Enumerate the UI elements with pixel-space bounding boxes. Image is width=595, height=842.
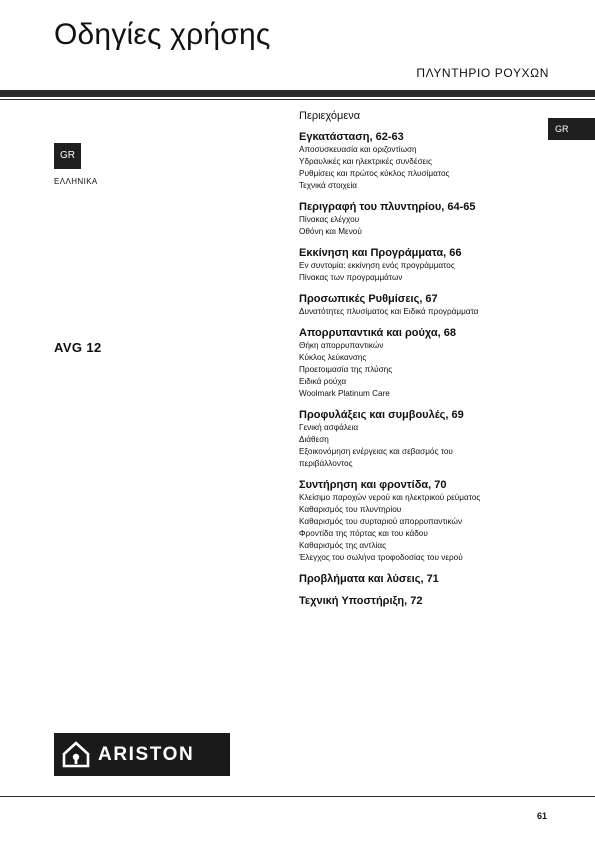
toc-item: Αποσυσκευασία και οριζοντίωση — [299, 145, 417, 154]
toc-item: Εν συντομία: εκκίνηση ενός προγράμματος — [299, 261, 455, 270]
side-language-tab: GR — [548, 118, 595, 140]
toc-section-title: Συντήρηση και φροντίδα, 70 — [299, 479, 447, 491]
toc-section-title: Προφυλάξεις και συμβουλές, 69 — [299, 409, 464, 421]
brand-logo — [54, 733, 230, 776]
toc-item: Κύκλος λεύκανσης — [299, 353, 367, 362]
toc-item: Ρυθμίσεις και πρώτος κύκλος πλυσίματος — [299, 169, 450, 178]
brand-name: ARISTON — [98, 744, 195, 765]
toc-section — [299, 594, 549, 608]
toc-item: Εξοικονόμηση ενέργειας και σεβασμός του — [299, 447, 453, 456]
toc-item: Δυνατότητες πλυσίματος και Ειδικά προγράμματα — [299, 307, 479, 316]
language-code-badge: GR — [54, 143, 81, 169]
toc-section-title: Προβλήματα και λύσεις, 71 — [299, 573, 439, 585]
toc-item: Φροντίδα της πόρτας και του κάδου — [299, 529, 428, 538]
toc-item: περιβάλλοντος — [299, 459, 353, 468]
toc-item: Τεχνικά στοιχεία — [299, 181, 358, 190]
toc-item: Έλεγχος του σωλήνα τροφοδοσίας του νερού — [299, 553, 463, 562]
toc-section — [299, 292, 549, 318]
header-rule — [0, 90, 595, 97]
toc-section-title: Περιγραφή του πλυντηρίου, 64-65 — [299, 201, 476, 213]
toc-item: Πίνακας των προγραμμάτων — [299, 273, 403, 282]
toc-item: Καθαρισμός του συρταριού απορρυπαντικών — [299, 517, 463, 526]
toc-section — [299, 130, 549, 192]
toc-section — [299, 200, 549, 238]
footer-rule — [0, 796, 595, 797]
toc-item: Διάθεση — [299, 435, 329, 444]
toc-section — [299, 408, 549, 470]
page-number: 61 — [536, 811, 547, 821]
toc-section — [299, 326, 549, 400]
toc-item: Προετοιμασία της πλύσης — [299, 365, 393, 374]
toc-item: Καθαρισμός της αντλίας — [299, 541, 387, 550]
toc-item: Καθαρισμός του πλυντηρίου — [299, 505, 402, 514]
toc-section-title: Απορρυπαντικά και ρούχα, 68 — [299, 327, 456, 339]
toc-section-title: Εγκατάσταση, 62-63 — [299, 131, 404, 143]
document-subtitle: ΠΛΥΝΤΗΡΙΟ ΡΟΥΧΩΝ — [416, 66, 549, 80]
toc-section-title: Τεχνική Υποστήριξη, 72 — [299, 595, 423, 607]
header-rule-thin — [0, 99, 595, 100]
toc-section — [299, 478, 549, 564]
toc-item: Κλείσιμο παροχών νερού και ηλεκτρικού ρεύματος — [299, 493, 481, 502]
document-title: Οδηγίες χρήσης — [54, 18, 271, 51]
toc-item: Woolmark Platinum Care — [299, 389, 390, 398]
table-of-contents — [299, 110, 549, 616]
house-logo-icon — [62, 741, 90, 768]
toc-item: Οθόνη και Μενού — [299, 227, 362, 236]
toc-item: Υδραυλικές και ηλεκτρικές συνδέσεις — [299, 157, 432, 166]
toc-sections — [299, 130, 549, 608]
toc-section — [299, 572, 549, 586]
toc-heading: Περιεχόμενα — [299, 110, 361, 122]
toc-section-title: Εκκίνηση και Προγράμματα, 66 — [299, 247, 462, 259]
toc-item: Ειδικά ρούχα — [299, 377, 347, 386]
toc-item: Πίνακας ελέγχου — [299, 215, 360, 224]
toc-item: Γενική ασφάλεια — [299, 423, 359, 432]
language-label: ΕΛΛΗΝΙΚΑ — [54, 177, 98, 186]
model-name: AVG 12 — [54, 340, 102, 355]
toc-section-title: Προσωπικές Ρυθμίσεις, 67 — [299, 293, 438, 305]
toc-item: Θήκη απορρυπαντικών — [299, 341, 384, 350]
toc-section — [299, 246, 549, 284]
